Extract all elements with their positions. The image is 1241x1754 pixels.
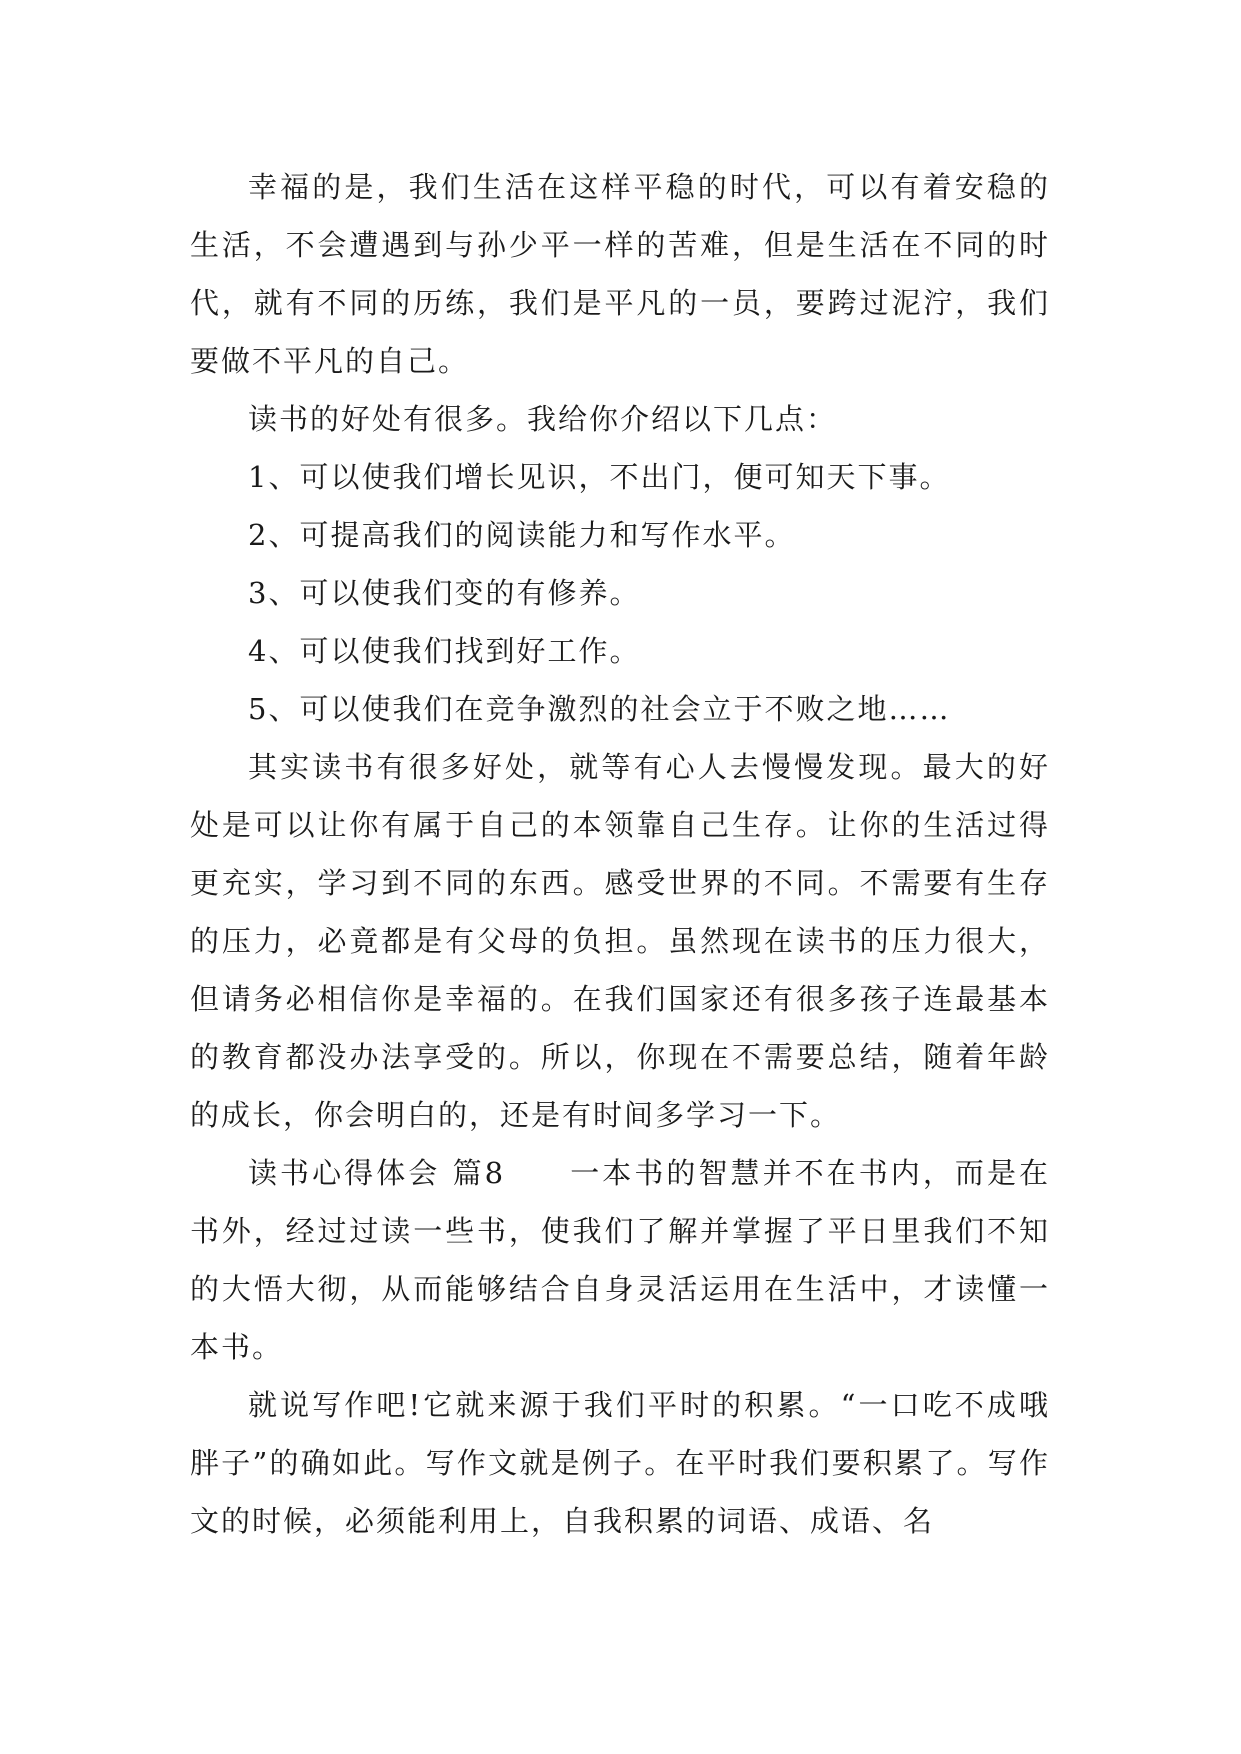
paragraph: 就说写作吧!它就来源于我们平时的积累。“一口吃不成哦胖子”的确如此。写作文就是例子。在平时我们要积累了。写作文的时候，必须能利用上，自我积累的词语、成语、名 (190, 1388, 1050, 1538)
list-item: 4、可以使我们找到好工作。 (248, 634, 641, 668)
paragraph: 读书心得体会 篇8 一本书的智慧并不在书内，而是在书外，经过过读一些书，使我们了解并掌握了平日里我们不知的大悟大彻，从而能够结合自身灵活运用在生活中，才读懂一本书。 (190, 1156, 1050, 1364)
list-item: 3、可以使我们变的有修养。 (248, 576, 641, 610)
list-item: 1、可以使我们增长见识，不出门，便可知天下事。 (248, 460, 951, 494)
paragraph: 其实读书有很多好处，就等有心人去慢慢发现。最大的好处是可以让你有属于自己的本领靠自己生存。让你的生活过得更充实，学习到不同的东西。感受世界的不同。不需要有生存的压力，必竟都是有父母的负担。虽然现在读书的压力很大，但请务必相信你是幸福的。在我们国家还有很多孩子连最基本的教育都没办法享受的。所以，你现在不需要总结，随着年龄的成长，你会明白的，还是有时间多学习一下。 (190, 750, 1050, 1132)
paragraph: 读书的好处有很多。我给你介绍以下几点： (248, 402, 838, 436)
document-body (190, 158, 1050, 1550)
list-item: 5、可以使我们在竞争激烈的社会立于不败之地…… (248, 692, 951, 726)
list-item: 2、可提高我们的阅读能力和写作水平。 (248, 518, 796, 552)
paragraph: 幸福的是，我们生活在这样平稳的时代，可以有着安稳的生活，不会遭遇到与孙少平一样的苦难，但是生活在不同的时代，就有不同的历练，我们是平凡的一员，要跨过泥泞，我们要做不平凡的自己。 (190, 170, 1050, 378)
